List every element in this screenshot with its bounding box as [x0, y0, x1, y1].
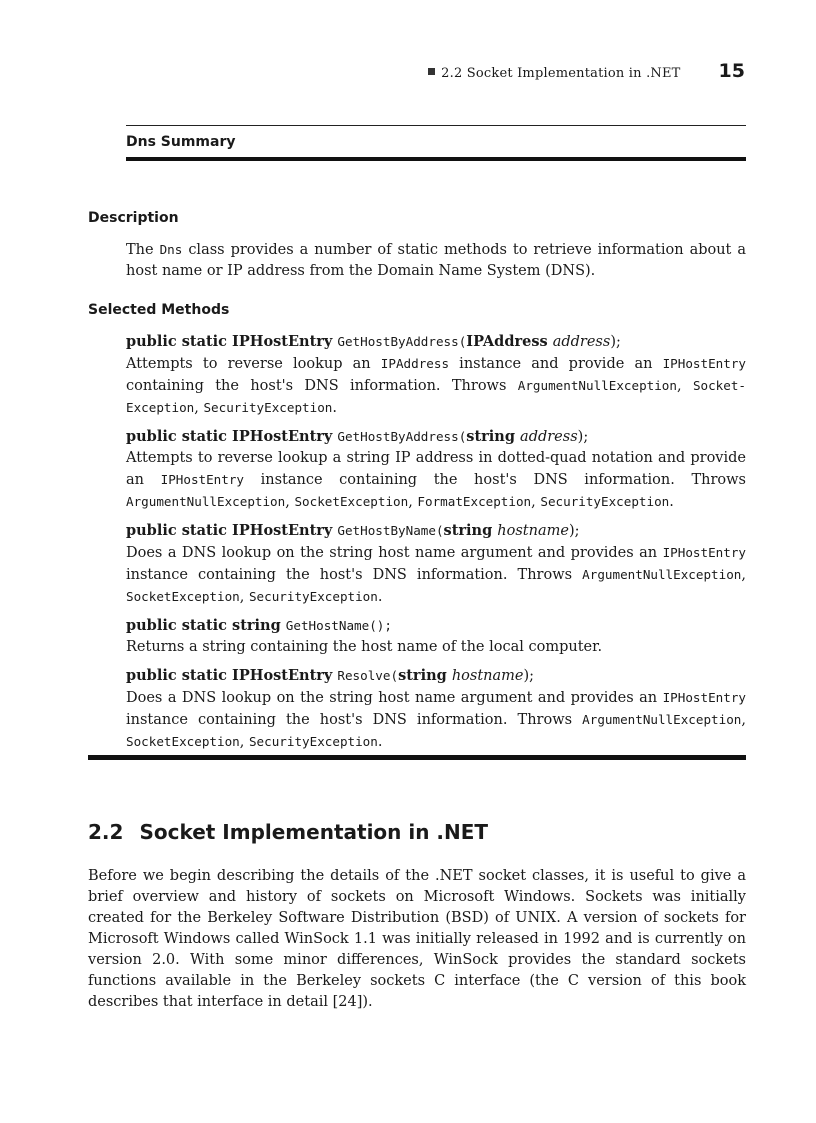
- description-text: Does a DNS lookup on the string host name argument and provides an: [126, 690, 663, 706]
- code-token: IPAddress: [380, 356, 450, 371]
- method-name: Resolve(: [337, 668, 399, 683]
- description-text: ,: [194, 400, 204, 416]
- class-name: Dns: [159, 242, 183, 257]
- signature-close: );: [523, 668, 535, 684]
- method-modifiers: public static IPHostEntry: [126, 667, 338, 684]
- description-text: instance and provide an: [449, 356, 663, 372]
- description-text: ,: [408, 494, 418, 510]
- param-type: string: [398, 667, 452, 684]
- method-modifiers: public static IPHostEntry: [126, 522, 338, 539]
- description-text: .: [669, 494, 674, 510]
- method-signature: [126, 426, 746, 448]
- description-text: ,: [285, 494, 295, 510]
- code-token: ArgumentNullException: [517, 378, 677, 393]
- signature-close: );: [610, 334, 621, 350]
- method-signature: [126, 665, 746, 687]
- method-modifiers: public static IPHostEntry: [126, 428, 338, 445]
- square-bullet-icon: [428, 68, 435, 75]
- summary-end-rule: [88, 755, 746, 760]
- selected-methods-heading: Selected Methods: [88, 302, 230, 318]
- code-token: SecurityException: [203, 400, 333, 415]
- description-text: Attempts to reverse lookup a string IP address in dotted-quad notation and provide an: [126, 450, 746, 488]
- method-name: GetHostByName(: [337, 523, 444, 538]
- page-number: 15: [718, 60, 745, 82]
- method-description: [126, 637, 746, 658]
- param-type: string: [466, 428, 521, 445]
- method-entry: [126, 520, 746, 608]
- description-text: Attempts to reverse lookup an: [126, 356, 381, 372]
- description-text: ,: [531, 494, 541, 510]
- description-text: .: [332, 400, 337, 416]
- code-token: ArgumentNullException: [582, 712, 742, 727]
- code-token: Socket-Exception: [126, 378, 747, 415]
- signature-close: );: [577, 429, 589, 445]
- method-modifiers: public static IPHostEntry: [126, 333, 338, 350]
- section-heading: [88, 820, 488, 844]
- section-number: 2.2: [88, 820, 124, 844]
- code-token: SecurityException: [540, 494, 670, 509]
- method-description: [126, 542, 746, 608]
- code-token: IPHostEntry: [160, 472, 245, 487]
- param-name: hostname: [451, 668, 524, 684]
- method-name: GetHostByAddress(: [337, 429, 467, 444]
- param-name: address: [552, 334, 611, 350]
- running-head-section: 2.2 Socket Implementation in .NET: [428, 62, 680, 81]
- param-name: hostname: [497, 523, 569, 539]
- method-description: [126, 448, 746, 513]
- method-description: [126, 687, 746, 753]
- code-token: SecurityException: [248, 589, 378, 604]
- method-entry: [126, 331, 746, 419]
- description-text: instance containing the host's DNS information. Throws: [126, 712, 583, 728]
- body-paragraph: Before we begin describing the details of the .NET socket classes, it is useful to give a brief overview and history of sockets on Microsoft Windows. Sockets was initially created for the Berkeley Software Distribution (BSD) of UNIX. A version of sockets for Microsoft Windows called WinSock 1.1 was initially released in 1992 and is currently on version 2.0. With some minor differences, WinSock provides the standard sockets functions available in the Berkeley sockets C interface (the C version of this book describes that interface in detail [24]).: [88, 868, 746, 1010]
- method-signature: [126, 331, 746, 353]
- code-token: IPHostEntry: [662, 356, 746, 371]
- code-token: SecurityException: [248, 734, 378, 749]
- method-entry: [126, 665, 746, 753]
- method-entry: [126, 615, 746, 658]
- param-type: string: [443, 522, 498, 539]
- description-text: ,: [239, 734, 249, 750]
- description-text: .: [377, 734, 383, 750]
- method-entry: [126, 426, 746, 513]
- code-token: IPHostEntry: [662, 545, 746, 560]
- param-type: IPAddress: [466, 333, 553, 350]
- method-modifiers: public static string: [126, 617, 286, 634]
- description-text: .: [377, 589, 383, 605]
- description-text: instance containing the host's DNS information. Throws: [244, 472, 746, 488]
- code-token: SocketException: [294, 494, 409, 509]
- method-name: GetHostByAddress(: [337, 334, 467, 349]
- method-signature: [126, 615, 746, 637]
- summary-bottom-rule: [126, 157, 746, 161]
- description-text: instance containing the host's DNS information. Throws: [126, 567, 583, 583]
- param-name: address: [520, 429, 578, 445]
- code-token: SocketException: [126, 589, 240, 604]
- code-token: SocketException: [126, 734, 240, 749]
- summary-title: Dns Summary: [126, 134, 236, 150]
- description-text: Returns a string containing the host name of the local computer.: [126, 639, 603, 655]
- description-text: Does a DNS lookup on the string host name argument and provides an: [126, 545, 663, 561]
- description-text: containing the host's DNS information. Throws: [126, 378, 518, 394]
- signature-close: );: [568, 523, 580, 539]
- description-text: ,: [239, 589, 249, 605]
- code-token: FormatException: [417, 494, 532, 509]
- description-text: The Dns class provides a number of static methods to retrieve information about a host name or IP address from the Domain Name System (DNS).: [126, 242, 747, 279]
- method-name: GetHostName();: [285, 618, 392, 633]
- method-signature: [126, 520, 746, 542]
- running-head: [428, 60, 745, 84]
- description-text: ,: [676, 378, 693, 394]
- method-description: [126, 353, 746, 419]
- methods-list: [126, 331, 746, 760]
- code-token: ArgumentNullException: [582, 567, 742, 582]
- description-heading: Description: [88, 210, 179, 226]
- summary-box: [126, 125, 746, 161]
- code-token: ArgumentNullException: [126, 494, 286, 509]
- code-token: IPHostEntry: [662, 690, 746, 705]
- section-title: Socket Implementation in .NET: [139, 820, 489, 844]
- description-text: ,: [741, 712, 746, 728]
- description-text: ,: [741, 567, 746, 583]
